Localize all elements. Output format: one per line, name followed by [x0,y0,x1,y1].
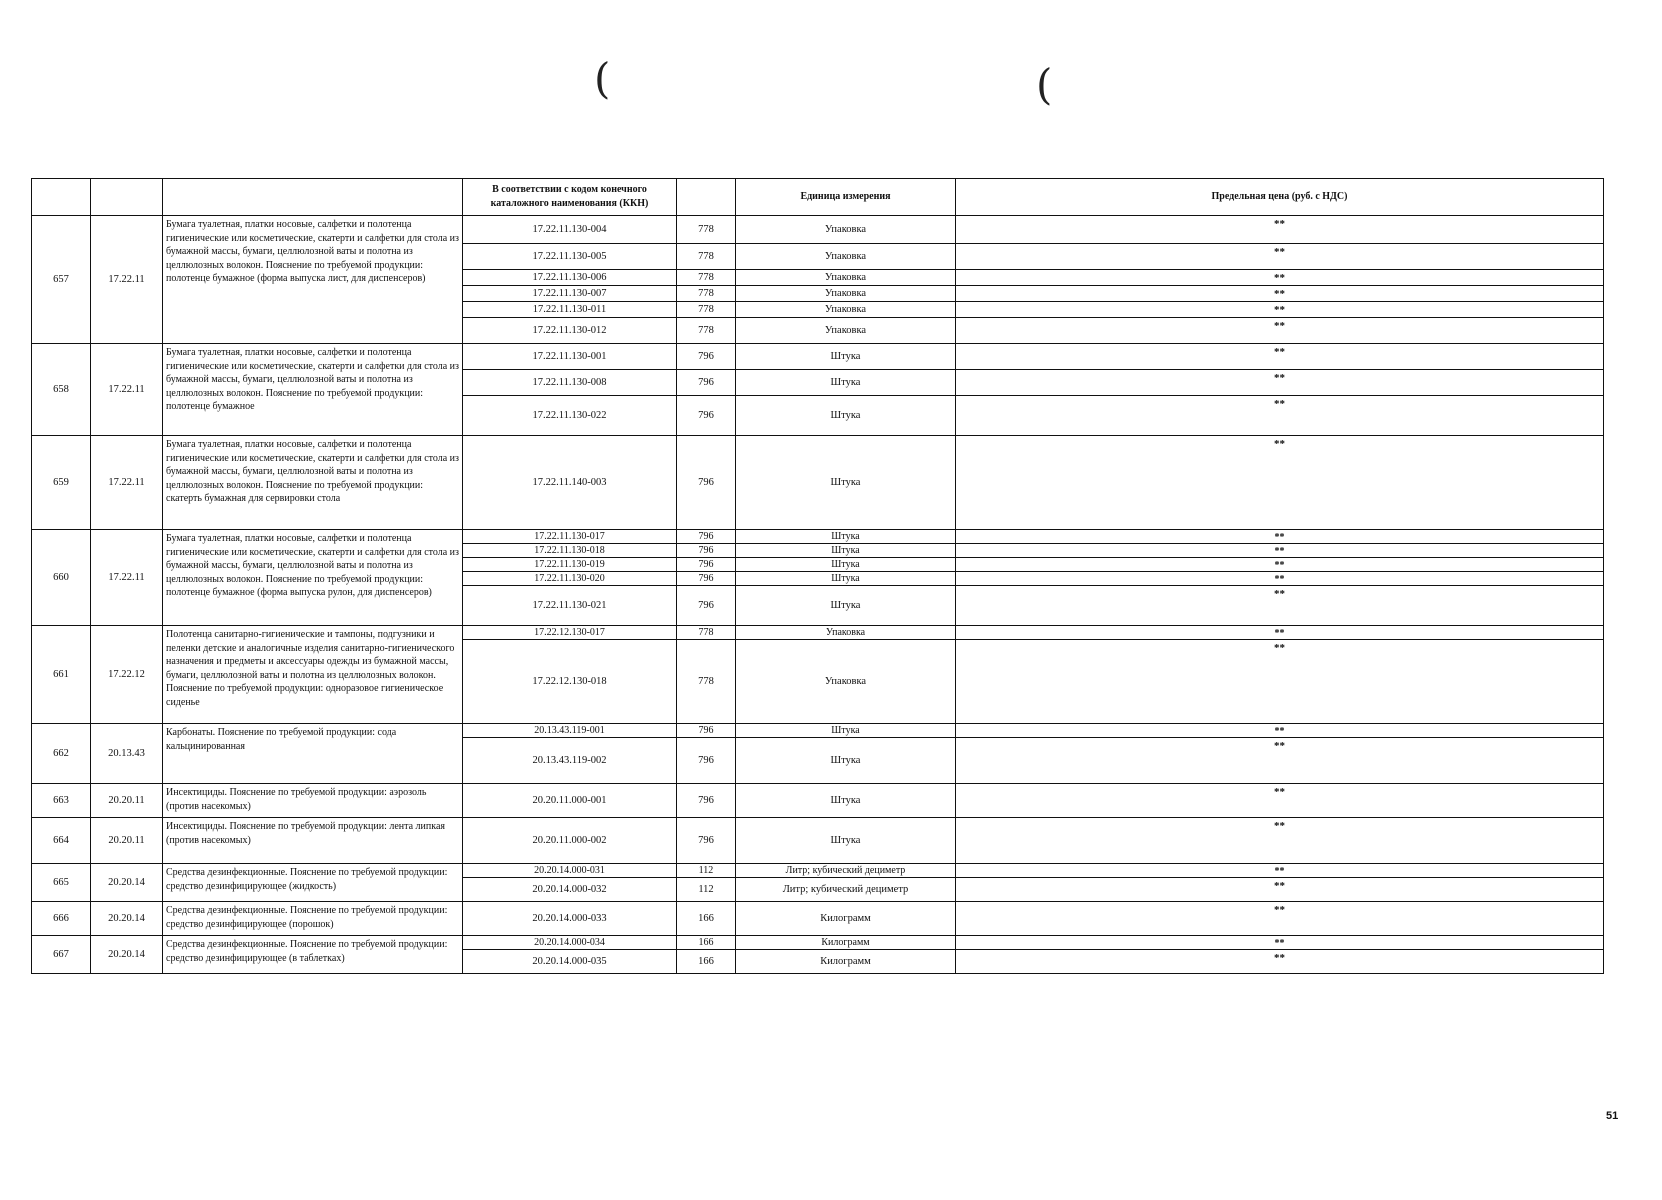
measure-unit: Штука [736,344,956,370]
okpd-code: 20.20.14 [91,902,163,936]
okei-code: 112 [677,864,736,878]
table-row [32,724,1604,738]
price-limit: ** [956,396,1604,436]
measure-unit: Упаковка [736,640,956,724]
measure-unit: Упаковка [736,286,956,302]
table-row [32,818,1604,864]
price-limit: ** [956,626,1604,640]
measure-unit: Штука [736,396,956,436]
measure-unit: Литр; кубический дециметр [736,878,956,902]
row-number: 661 [32,626,91,724]
measure-unit: Упаковка [736,318,956,344]
measure-unit: Штука [736,784,956,818]
okei-code: 796 [677,370,736,396]
okei-code: 796 [677,344,736,370]
ktru-code: 17.22.11.130-019 [463,558,677,572]
product-description: Бумага туалетная, платки носовые, салфетки и полотенца гигиенические или косметические, скатерти и салфетки для стола из бумажной массы, бумаги, целлюлозной ваты и полотна из целлюлозных волокон. Пояснение по требуемой продукции: полотенце бумажное (форма выпуска рулон, для диспенсеров) [163,530,463,626]
price-limit: ** [956,530,1604,544]
okei-code: 796 [677,530,736,544]
okei-code: 778 [677,318,736,344]
okpd-code: 20.20.11 [91,784,163,818]
measure-unit: Упаковка [736,626,956,640]
ktru-code: 20.20.14.000-032 [463,878,677,902]
table-row [32,784,1604,818]
okei-code: 796 [677,436,736,530]
okei-code: 778 [677,216,736,244]
okei-code: 796 [677,818,736,864]
price-limit: ** [956,784,1604,818]
okpd-code: 20.20.11 [91,818,163,864]
row-number: 664 [32,818,91,864]
table-row [32,902,1604,936]
ktru-code: 20.13.43.119-002 [463,738,677,784]
price-limit: ** [956,936,1604,950]
table-row [32,530,1604,544]
price-limit: ** [956,270,1604,286]
punch-hole-mark-left: ( [594,54,611,103]
row-number: 663 [32,784,91,818]
okei-code: 796 [677,572,736,586]
measure-unit: Упаковка [736,216,956,244]
measure-unit: Штука [736,436,956,530]
price-limit: ** [956,302,1604,318]
ktru-code: 17.22.11.130-011 [463,302,677,318]
punch-hole-mark-right: ( [1036,60,1053,109]
header-col-price: Предельная цена (руб. с НДС) [956,179,1604,216]
price-limit: ** [956,370,1604,396]
measure-unit: Литр; кубический дециметр [736,864,956,878]
product-description: Бумага туалетная, платки носовые, салфетки и полотенца гигиенические или косметические, скатерти и салфетки для стола из бумажной массы, бумаги, целлюлозной ваты и полотна из целлюлозных волокон. Пояснение по требуемой продукции: полотенце бумажное [163,344,463,436]
product-description: Средства дезинфекционные. Пояснение по требуемой продукции: средство дезинфицирующее (жидкость) [163,864,463,902]
row-number: 667 [32,936,91,974]
measure-unit: Штука [736,572,956,586]
table-row [32,436,1604,530]
ktru-code: 20.20.14.000-031 [463,864,677,878]
price-limit: ** [956,724,1604,738]
header-col-description [163,179,463,216]
product-description: Бумага туалетная, платки носовые, салфетки и полотенца гигиенические или косметические, скатерти и салфетки для стола из бумажной массы, бумаги, целлюлозной ваты и полотна из целлюлозных волокон. Пояснение по требуемой продукции: скатерть бумажная для сервировки стола [163,436,463,530]
ktru-code: 17.22.11.130-007 [463,286,677,302]
okpd-code: 20.13.43 [91,724,163,784]
row-number: 666 [32,902,91,936]
row-number: 659 [32,436,91,530]
measure-unit: Штука [736,558,956,572]
ktru-code: 17.22.11.130-017 [463,530,677,544]
okei-code: 796 [677,396,736,436]
measure-unit: Упаковка [736,244,956,270]
ktru-code: 17.22.11.130-005 [463,244,677,270]
row-number: 658 [32,344,91,436]
price-limit: ** [956,586,1604,626]
row-number: 657 [32,216,91,344]
okpd-code: 20.20.14 [91,936,163,974]
okei-code: 166 [677,902,736,936]
okpd-code: 17.22.11 [91,216,163,344]
product-description: Карбонаты. Пояснение по требуемой продукции: сода кальцинированная [163,724,463,784]
ktru-code: 17.22.11.130-006 [463,270,677,286]
table-row [32,864,1604,878]
price-limit: ** [956,216,1604,244]
okei-code: 796 [677,724,736,738]
ktru-code: 17.22.11.140-003 [463,436,677,530]
table-header-row [32,179,1604,216]
table-row [32,216,1604,244]
header-col-ktru: В соответствии с кодом конечного каталожного наименования (ККН) [463,179,677,216]
okei-code: 778 [677,244,736,270]
measure-unit: Штука [736,818,956,864]
ktru-code: 17.22.11.130-022 [463,396,677,436]
measure-unit: Штука [736,724,956,738]
price-table [31,178,1604,974]
row-number: 662 [32,724,91,784]
okei-code: 796 [677,544,736,558]
header-col-okei [677,179,736,216]
okpd-code: 17.22.12 [91,626,163,724]
ktru-code: 17.22.11.130-004 [463,216,677,244]
row-number: 665 [32,864,91,902]
okei-code: 778 [677,640,736,724]
product-description: Инсектициды. Пояснение по требуемой продукции: лента липкая (против насекомых) [163,818,463,864]
ktru-code: 20.20.14.000-034 [463,936,677,950]
ktru-code: 20.13.43.119-001 [463,724,677,738]
measure-unit: Штука [736,586,956,626]
price-limit: ** [956,818,1604,864]
measure-unit: Штука [736,370,956,396]
okei-code: 796 [677,586,736,626]
ktru-code: 17.22.11.130-021 [463,586,677,626]
product-description: Инсектициды. Пояснение по требуемой продукции: аэрозоль (против насекомых) [163,784,463,818]
product-description: Полотенца санитарно-гигиенические и тампоны, подгузники и пеленки детские и аналогичные изделия санитарно-гигиенического назначения и предметы и аксессуары одежды из бумажной массы, бумаги, целлюлозной ваты и полотна из целлюлозных волокон. Пояснение по требуемой продукции: одноразовое гигиеническое сиденье [163,626,463,724]
price-limit: ** [956,950,1604,974]
okei-code: 778 [677,286,736,302]
ktru-code: 17.22.12.130-017 [463,626,677,640]
measure-unit: Штука [736,530,956,544]
price-limit: ** [956,558,1604,572]
price-limit: ** [956,878,1604,902]
okei-code: 796 [677,738,736,784]
table-row [32,936,1604,950]
ktru-code: 17.22.11.130-001 [463,344,677,370]
ktru-code: 20.20.14.000-033 [463,902,677,936]
measure-unit: Упаковка [736,302,956,318]
price-limit: ** [956,244,1604,270]
okpd-code: 17.22.11 [91,344,163,436]
table-row [32,344,1604,370]
okei-code: 778 [677,270,736,286]
price-limit: ** [956,864,1604,878]
ktru-code: 20.20.11.000-002 [463,818,677,864]
ktru-code: 17.22.12.130-018 [463,640,677,724]
price-limit: ** [956,544,1604,558]
okei-code: 166 [677,950,736,974]
measure-unit: Штука [736,738,956,784]
product-description: Средства дезинфекционные. Пояснение по требуемой продукции: средство дезинфицирующее (в таблетках) [163,936,463,974]
okei-code: 796 [677,784,736,818]
measure-unit: Килограмм [736,950,956,974]
okpd-code: 17.22.11 [91,530,163,626]
okei-code: 796 [677,558,736,572]
price-limit: ** [956,738,1604,784]
price-limit: ** [956,436,1604,530]
measure-unit: Килограмм [736,936,956,950]
product-description: Средства дезинфекционные. Пояснение по требуемой продукции: средство дезинфицирующее (порошок) [163,902,463,936]
price-limit: ** [956,318,1604,344]
okpd-code: 20.20.14 [91,864,163,902]
okei-code: 166 [677,936,736,950]
price-limit: ** [956,640,1604,724]
okei-code: 112 [677,878,736,902]
row-number: 660 [32,530,91,626]
product-description: Бумага туалетная, платки носовые, салфетки и полотенца гигиенические или косметические, скатерти и салфетки для стола из бумажной массы, бумаги, целлюлозной ваты и полотна из целлюлозных волокон. Пояснение по требуемой продукции: полотенце бумажное (форма выпуска лист, для диспенсеров) [163,216,463,344]
okpd-code: 17.22.11 [91,436,163,530]
measure-unit: Упаковка [736,270,956,286]
ktru-code: 20.20.14.000-035 [463,950,677,974]
ktru-code: 17.22.11.130-018 [463,544,677,558]
okei-code: 778 [677,302,736,318]
ktru-code: 17.22.11.130-012 [463,318,677,344]
ktru-code: 20.20.11.000-001 [463,784,677,818]
okei-code: 778 [677,626,736,640]
ktru-code: 17.22.11.130-008 [463,370,677,396]
table-row [32,626,1604,640]
header-col-okpd [91,179,163,216]
ktru-code: 17.22.11.130-020 [463,572,677,586]
price-limit: ** [956,344,1604,370]
measure-unit: Килограмм [736,902,956,936]
header-col-number [32,179,91,216]
price-limit: ** [956,572,1604,586]
price-limit: ** [956,286,1604,302]
header-col-unit: Единица измерения [736,179,956,216]
page-number: 51 [1606,1110,1619,1122]
measure-unit: Штука [736,544,956,558]
price-limit: ** [956,902,1604,936]
